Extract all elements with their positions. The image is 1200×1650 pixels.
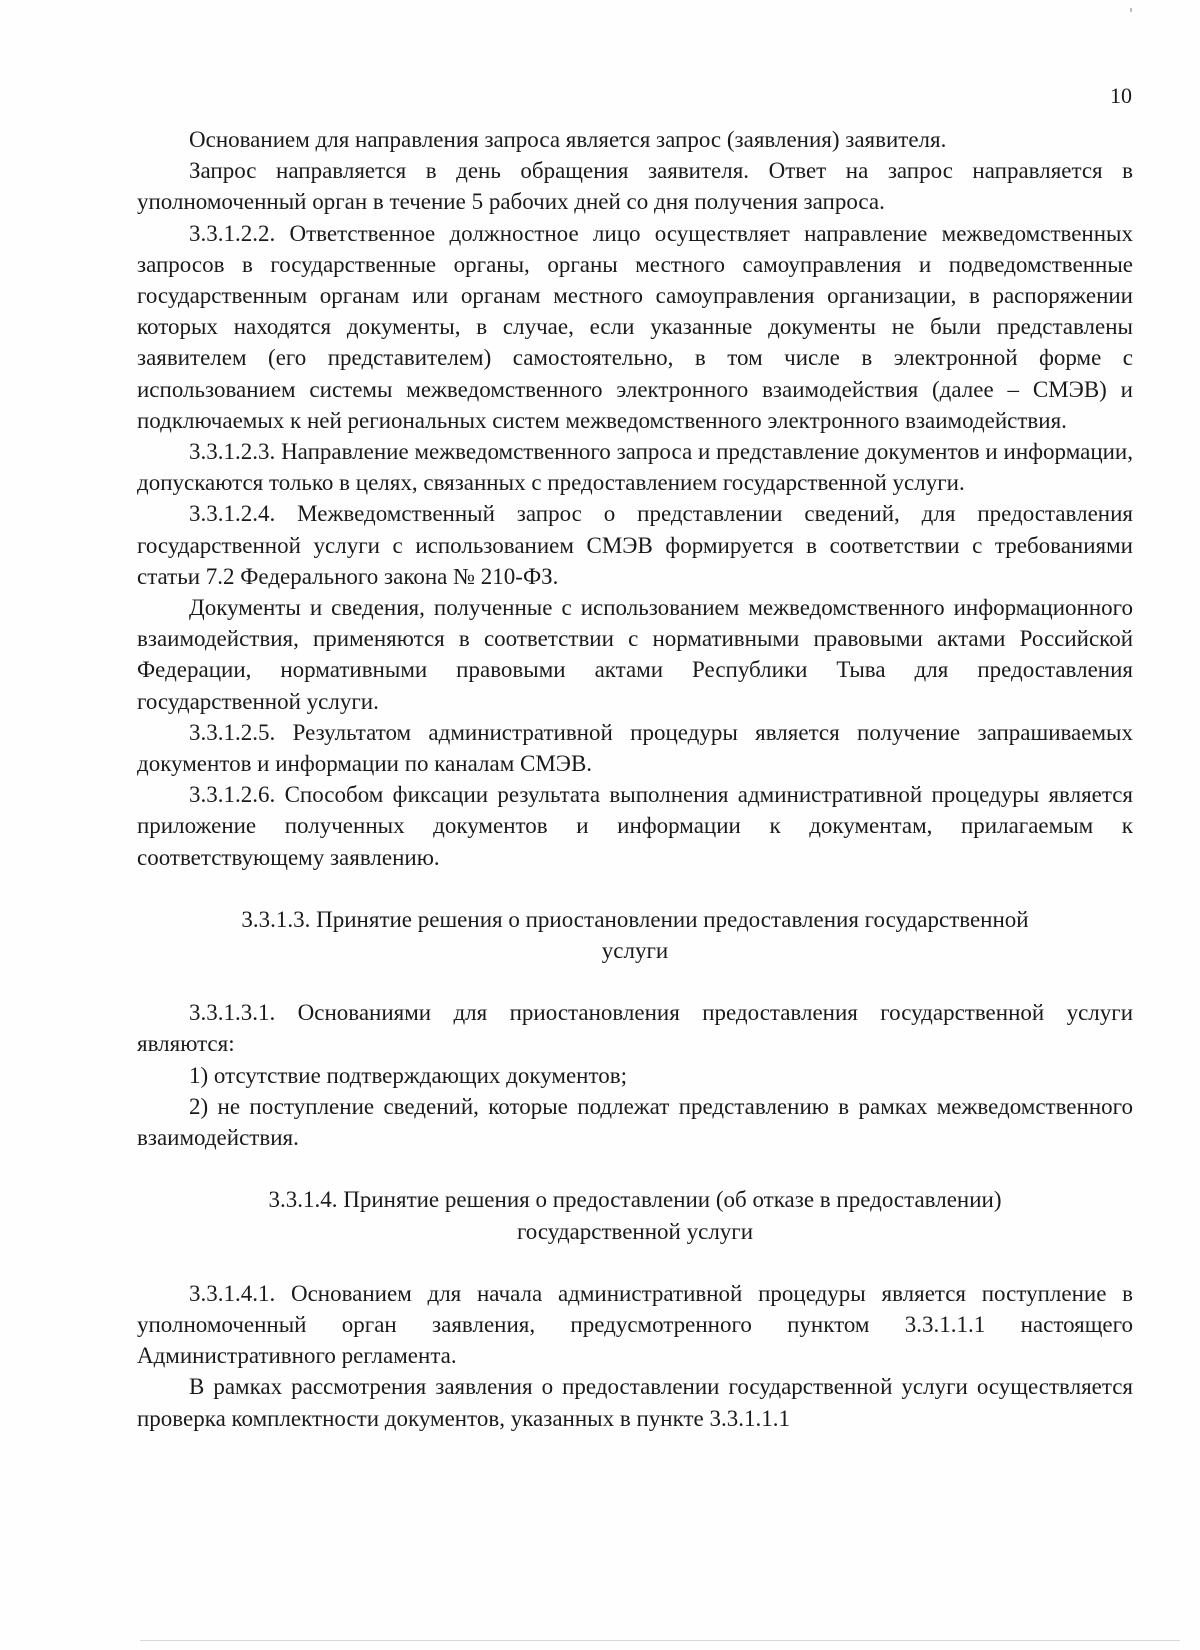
paragraph: 3.3.1.2.3. Направление межведомственного запроса и представление документов и информации, допускаются только в целях, связанных с предоставлением государственной услуги. [137, 439, 1133, 496]
scan-artifact [1130, 8, 1132, 12]
section-heading [137, 904, 1133, 966]
section-spacer [137, 1247, 1133, 1278]
paragraph: В рамках рассмотрения заявления о предоставлении государственной услуги осуществляется проверка комплектности документов, указанных в пункте 3.3.1.1.1 [137, 1374, 1133, 1431]
heading-line: 3.3.1.4. Принятие решения о предоставлении (об отказе в предоставлении) [268, 1187, 1002, 1213]
section-spacer [137, 873, 1133, 904]
page-number: 10 [1110, 83, 1132, 108]
scan-artifact [140, 1640, 1180, 1641]
heading-line: услуги [601, 938, 669, 964]
section-spacer [137, 1153, 1133, 1184]
heading-line: 3.3.1.3. Принятие решения о приостановлении предоставления государственной [241, 906, 1029, 932]
paragraph: 3.3.1.3.1. Основаниями для приостановления предоставления государственной услуги являются: [137, 1000, 1133, 1057]
paragraph: Документы и сведения, полученные с использованием межведомственного информационного взаимодействия, применяются в соответствии с нормативными правовыми актами Российской Федерации, нормативными правовыми актами Республики Тыва для предоставления государственной услуги. [137, 595, 1133, 714]
heading-line: государственной услуги [516, 1218, 754, 1244]
list-item: 1) отсутствие подтверждающих документов; [189, 1062, 627, 1088]
paragraph: 3.3.1.2.5. Результатом административной процедуры является получение запрашиваемых документов и информации по каналам СМЭВ. [137, 719, 1133, 777]
paragraph: 3.3.1.4.1. Основанием для начала административной процедуры является поступление в уполномоченный орган заявления, предусмотренного пунктом 3.3.1.1.1 настоящего Административного регламента. [137, 1280, 1133, 1369]
paragraph: 3.3.1.2.4. Межведомственный запрос о представлении сведений, для предоставления государственной услуги с использованием СМЭВ формируется в соответствии с требованиями статьи 7.2 Федерального закона № 210-ФЗ. [137, 501, 1133, 589]
document-body [137, 124, 1133, 1434]
section-heading [137, 1184, 1133, 1246]
paragraph: Основанием для направления запроса является запрос (заявления) заявителя. [189, 127, 947, 152]
paragraph: 3.3.1.2.6. Способом фиксации результата выполнения административной процедуры является приложение полученных документов и информации к документам, прилагаемым к соответствующему заявлению. [137, 782, 1133, 870]
paragraph: 3.3.1.2.2. Ответственное должностное лицо осуществляет направление межведомственных запросов в государственные органы, органы местного самоуправления и подведомственные государственным органам или органам местного самоуправления организации, в распоряжении которых находятся документы, в случае, если указанные документы не были представлены заявителем (его представителем) самостоятельно, в том числе в электронной форме с использованием системы межведомственного электронного взаимодействия (далее – СМЭВ) и подключаемых к ней региональных систем межведомственного электронного взаимодействия. [137, 220, 1133, 433]
section-spacer [137, 966, 1133, 997]
paragraph: Запрос направляется в день обращения заявителя. Ответ на запрос направляется в уполномоченный орган в течение 5 рабочих дней со дня получения запроса. [137, 158, 1133, 215]
list-item: 2) не поступление сведений, которые подлежат представлению в рамках межведомственного взаимодействия. [137, 1093, 1133, 1151]
